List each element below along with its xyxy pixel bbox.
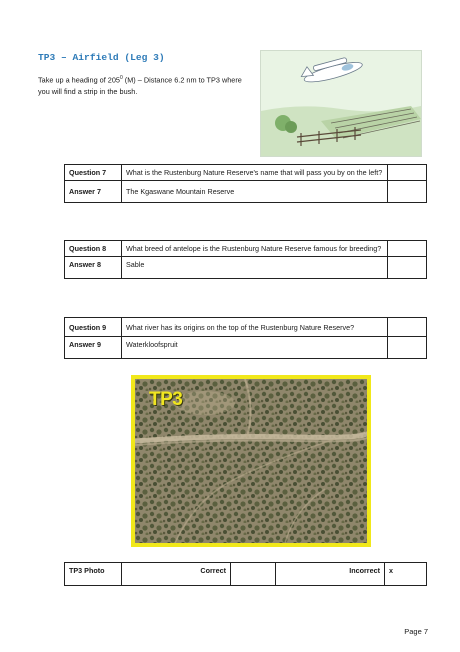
question-label: Question 9	[65, 318, 122, 337]
question-text: What river has its origins on the top of the Rustenburg Nature Reserve?	[122, 318, 388, 337]
incorrect-checkbox-cell[interactable]: x	[385, 563, 427, 586]
answer-text: Sable	[122, 257, 388, 279]
question-8-table	[64, 240, 427, 279]
incorrect-label: Incorrect	[276, 563, 385, 586]
score-cell	[388, 318, 427, 337]
table-row	[65, 181, 427, 203]
score-cell	[388, 241, 427, 257]
answer-label: Answer 9	[65, 337, 122, 359]
table-row	[65, 241, 427, 257]
page-number: Page 7	[404, 627, 428, 636]
section-heading: TP3 – Airfield (Leg 3)	[38, 52, 165, 63]
question-label: Question 7	[65, 165, 122, 181]
answer-text: The Kgaswane Mountain Reserve	[122, 181, 388, 203]
result-label: TP3 Photo	[65, 563, 122, 586]
airfield-illustration	[260, 50, 422, 157]
correct-label: Correct	[122, 563, 231, 586]
question-9-table	[64, 317, 427, 359]
tp3-photo-result-table	[64, 562, 427, 586]
intro-text: Take up a heading of $205^0$ (M) – Distance 6.2 nm to TP3 where you will find a strip in the bush.	[38, 75, 242, 97]
question-text: What is the Rustenburg Nature Reserve's name that will pass you by on the left?	[122, 165, 388, 181]
table-row	[65, 337, 427, 359]
score-cell	[388, 337, 427, 359]
score-cell	[388, 165, 427, 181]
photo-tp3-label: TP3	[149, 389, 183, 410]
question-7-table	[64, 164, 427, 203]
table-row	[65, 563, 427, 586]
table-row	[65, 165, 427, 181]
answer-text: Waterkloofspruit	[122, 337, 388, 359]
answer-label: Answer 8	[65, 257, 122, 279]
tp3-aerial-photo	[131, 375, 371, 547]
question-label: Question 8	[65, 241, 122, 257]
question-text: What breed of antelope is the Rustenburg Nature Reserve famous for breeding?	[122, 241, 388, 257]
table-row	[65, 318, 427, 337]
airplane-over-field-icon	[261, 51, 421, 156]
table-row	[65, 257, 427, 279]
answer-label: Answer 7	[65, 181, 122, 203]
correct-checkbox-cell[interactable]	[231, 563, 276, 586]
score-cell	[388, 257, 427, 279]
score-cell	[388, 181, 427, 203]
